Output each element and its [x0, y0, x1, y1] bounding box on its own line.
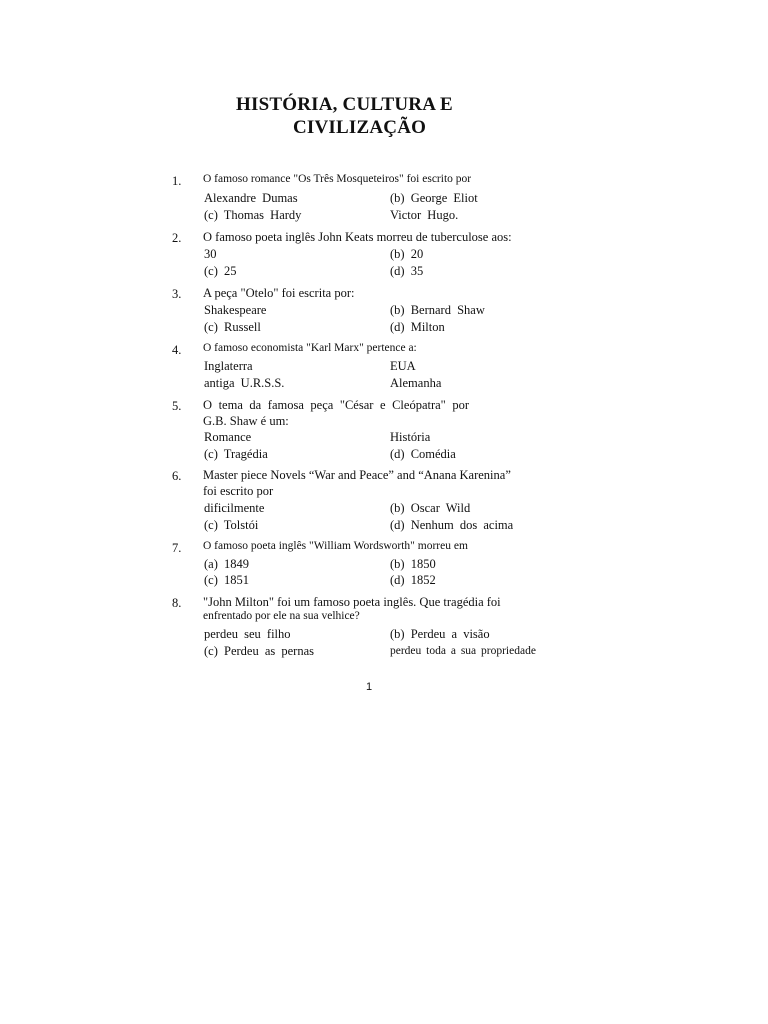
option-d: perdeu toda a sua propriedade	[390, 645, 536, 657]
question-number: 4.	[172, 343, 182, 357]
option-b: História	[390, 430, 431, 444]
page-title-line-1: HISTÓRIA, CULTURA E	[236, 94, 453, 115]
option-a: Inglaterra	[204, 359, 253, 373]
question-text-line-1: Master piece Novels “War and Peace” and “Anana Karenina”	[203, 468, 511, 482]
option-d: (d) 1852	[390, 573, 436, 587]
option-a: perdeu seu filho	[204, 627, 291, 641]
question-number: 7.	[172, 541, 182, 555]
option-b: (b) George Eliot	[390, 191, 478, 205]
question-number: 8.	[172, 596, 182, 610]
question-text: O famoso poeta inglês "William Wordsworth" morreu em	[203, 540, 468, 552]
option-d: Victor Hugo.	[390, 208, 459, 222]
option-a: (a) 1849	[204, 557, 249, 571]
question-text: O famoso poeta inglês John Keats morreu de tuberculose aos:	[203, 230, 512, 244]
option-c: (c) 1851	[204, 573, 249, 587]
question-text: O famoso romance "Os Três Mosqueteiros" foi escrito por	[203, 173, 472, 185]
option-d: (d) Comédia	[390, 447, 456, 461]
question-number: 6.	[172, 469, 182, 483]
option-a: dificilmente	[204, 501, 265, 515]
page-title-line-2: CIVILIZAÇÃO	[293, 117, 427, 138]
option-c: (c) Perdeu as pernas	[204, 644, 314, 658]
option-d: (d) Milton	[390, 320, 445, 334]
option-c: (c) Russell	[204, 320, 261, 334]
question-text-line-2: G.B. Shaw é um:	[203, 414, 289, 428]
question-text-line-1: O tema da famosa peça "César e Cleópatra" por	[203, 398, 469, 412]
option-b: EUA	[390, 359, 416, 373]
option-c: (c) 25	[204, 264, 237, 278]
question-number: 2.	[172, 231, 182, 245]
option-a: 30	[204, 247, 217, 261]
question-text-line-2: enfrentado por ele na sua velhice?	[203, 610, 360, 622]
question-text-line-1: "John Milton" foi um famoso poeta inglês. Que tragédia foi	[203, 595, 501, 609]
option-b: (b) Oscar Wild	[390, 501, 471, 515]
option-a: Alexandre Dumas	[204, 191, 298, 205]
option-c: antiga U.R.S.S.	[204, 376, 285, 390]
option-d: (d) 35	[390, 264, 424, 278]
question-text-line-2: foi escrito por	[203, 484, 274, 498]
question-number: 1.	[172, 174, 182, 188]
option-c: (c) Tolstói	[204, 518, 259, 532]
question-text: O famoso economista "Karl Marx" pertence a:	[203, 342, 417, 354]
option-d: Alemanha	[390, 376, 442, 390]
option-c: (c) Thomas Hardy	[204, 208, 302, 222]
option-c: (c) Tragédia	[204, 447, 268, 461]
option-a: Shakespeare	[204, 303, 267, 317]
page-number: 1	[366, 681, 373, 693]
option-b: (b) Perdeu a visão	[390, 627, 490, 641]
question-number: 3.	[172, 287, 182, 301]
option-b: (b) Bernard Shaw	[390, 303, 485, 317]
option-b: (b) 1850	[390, 557, 436, 571]
option-a: Romance	[204, 430, 252, 444]
option-d: (d) Nenhum dos acima	[390, 518, 514, 532]
option-b: (b) 20	[390, 247, 424, 261]
question-number: 5.	[172, 399, 182, 413]
question-text: A peça "Otelo" foi escrita por:	[203, 286, 355, 300]
